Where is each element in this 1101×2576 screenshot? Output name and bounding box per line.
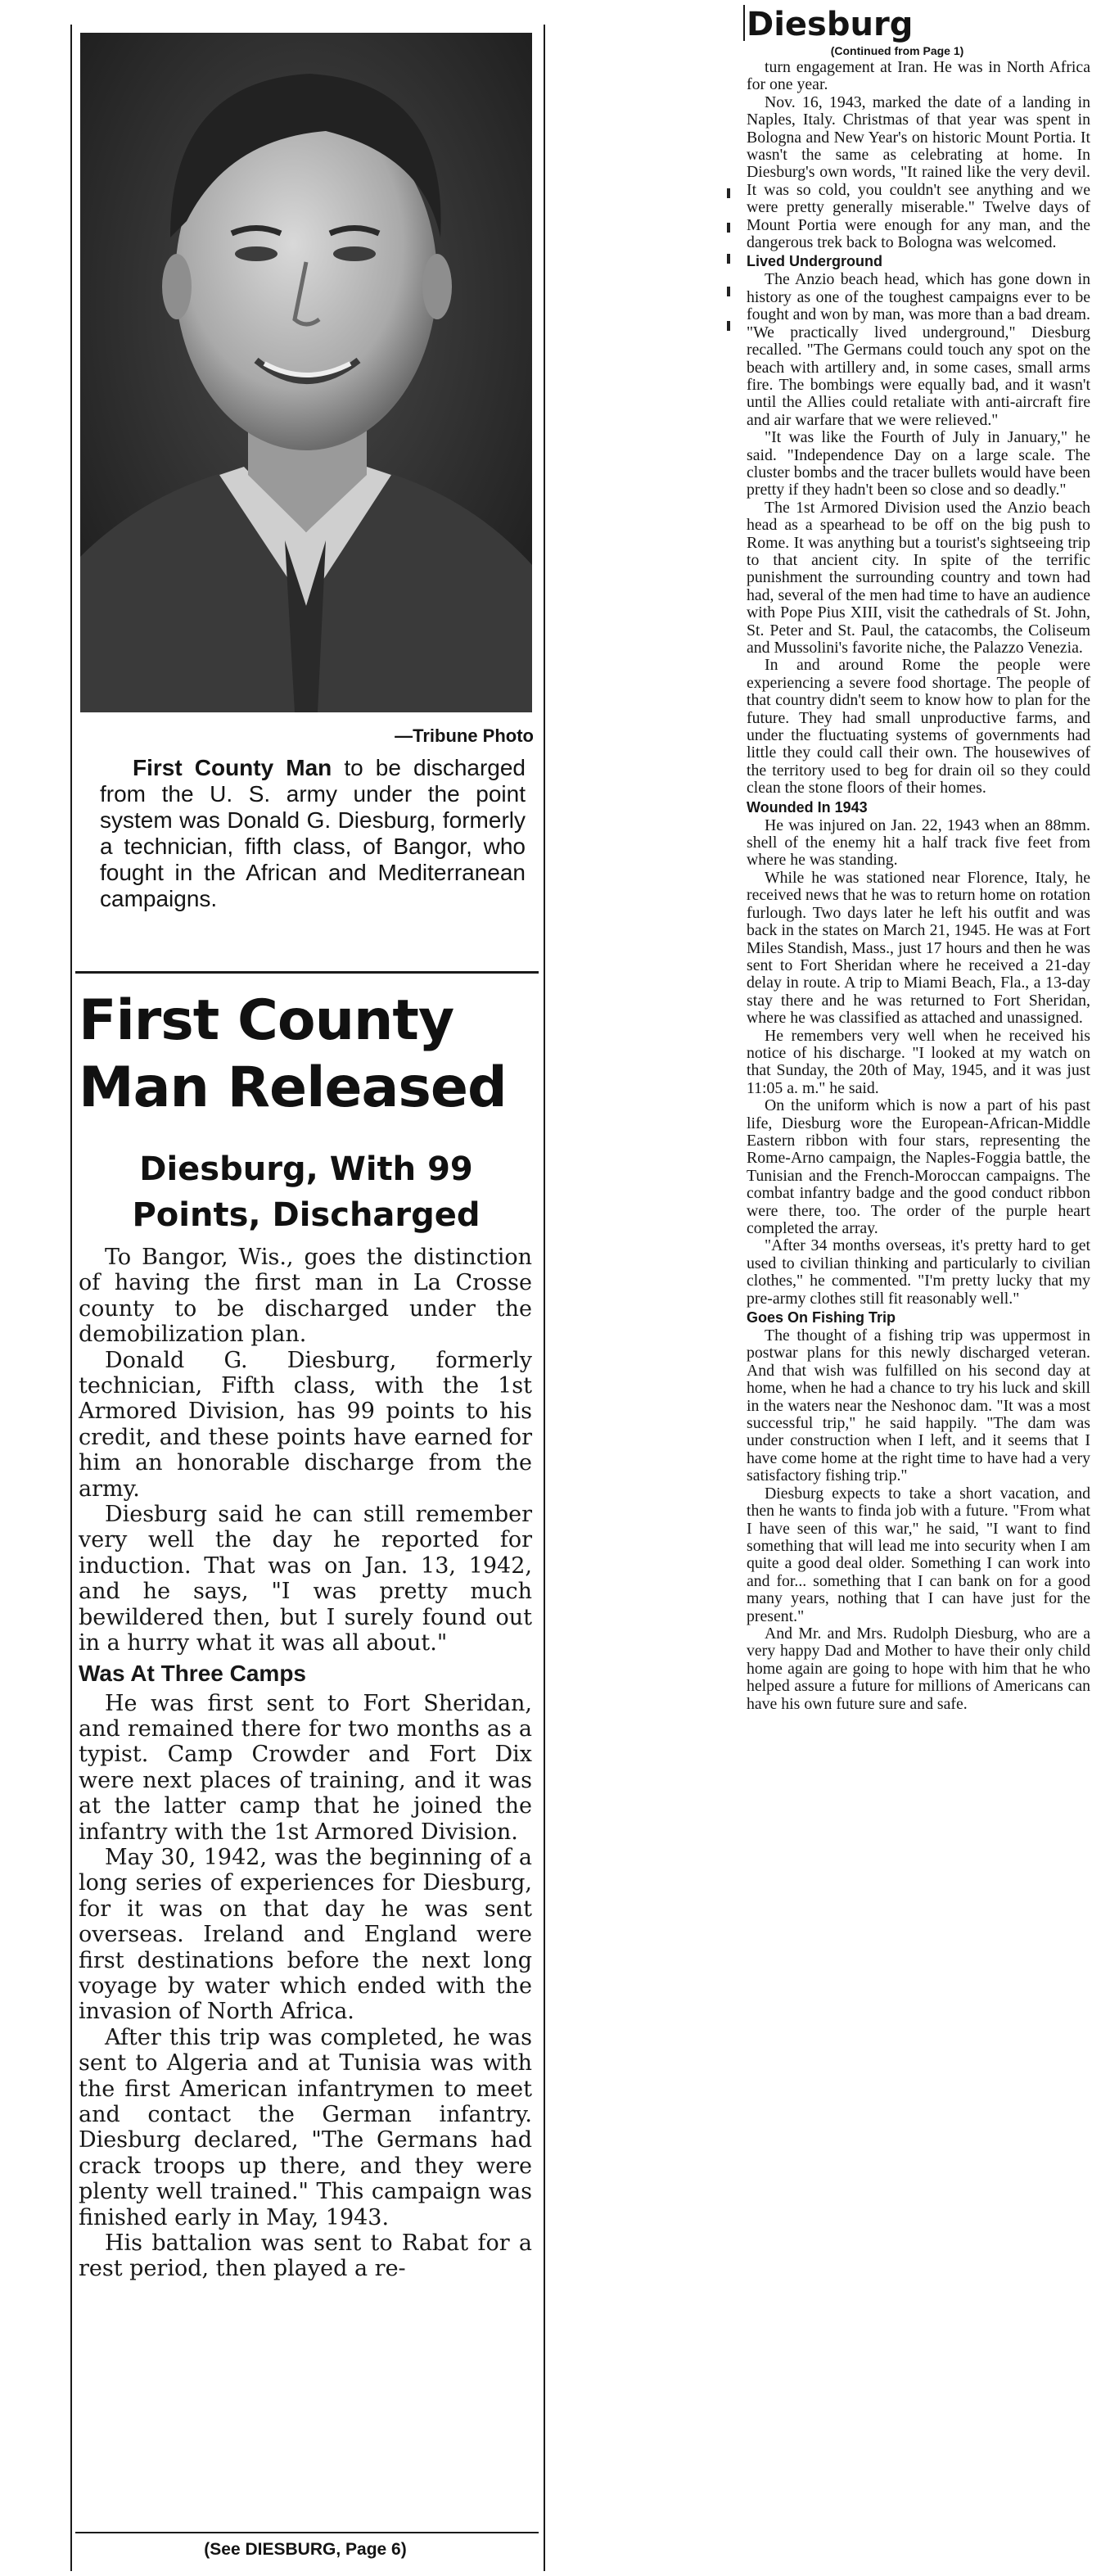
paragraph: Diesburg expects to take a short vacation, and then he wants to finda job with a future. "From what I have seen of this war," he said, "I want to find something that will lead me into security when I am quite a good deal older. Something I can work into and for... something that I can bank on for a good many years, nothing that I can have just for the present.": [747, 1484, 1090, 1625]
article-body-left: [79, 1245, 532, 2282]
bottom-rule: [75, 2532, 539, 2533]
article-body-right: [747, 59, 1090, 1713]
caption-text: to be discharged from the U. S. army under the point system was Donald G. Diesburg, formerly a technician, fifth class, of Bangor, who fought in the African and Mediterranean campaigns.: [100, 755, 526, 911]
paragraph: After this trip was completed, he was sent to Algeria and at Tunisia was with the first American infantrymen to meet and contact the German infantry. Diesburg declared, "The Germans had crack troops up there, and they were plenty well trained." This campaign was finished early in May, 1943.: [79, 2024, 532, 2230]
jump-reference: (See DIESBURG, Page 6): [204, 2540, 407, 2559]
jump-title: Diesburg: [747, 6, 914, 43]
paragraph: On the uniform which is now a part of his past life, Diesburg wore the European-African-Middle Eastern ribbon with four stars, representing the Rome-Arno campaign, the Naples-Foggia battle, the Tunisian and the French-Moroccan campaigns. The combat infantry badge and the good conduct ribbon were there, too. The order of the purple heart completed the array.: [747, 1096, 1090, 1237]
paragraph: The thought of a fishing trip was uppermost in postwar plans for this newly discharged veteran. And that wish was fulfilled on his second day at home, when he had a chance to try his luck and skill in the waters near the Neshonoc dam. "It was a most successful trip," he said happily. "The dam was under construction when I left, and it seems that I have come home at the right time to have had a very satisfactory fishing trip.": [747, 1326, 1090, 1485]
paragraph: "After 34 months overseas, it's pretty hard to get used to civilian thinking and particularly to civilian clothes," he commented. "I'm pretty lucky that my pre-army clothes still fit reasonably well.": [747, 1236, 1090, 1308]
paragraph: Diesburg said he can still remember very well the day he reported for induction. That was on Jan. 13, 1942, and he says, "I was pretty much bewildered then, but I surely found out in a hurry what it was all about.": [79, 1502, 532, 1656]
section-heading: Goes On Fishing Trip: [747, 1309, 896, 1326]
section-heading: Lived Underground: [747, 253, 882, 270]
section-heading: Was At Three Camps: [79, 1660, 306, 1686]
left-outer-rule: [70, 25, 72, 2571]
margin-mark: [727, 223, 730, 233]
paragraph: He remembers very well when he received his notice of his discharge. "I looked at my watch on that Sunday, the 20th of May, 1945, and it was just 11:05 a. m." he said.: [747, 1026, 1090, 1097]
paragraph: And Mr. and Mrs. Rudolph Diesburg, who are a very happy Dad and Mother to have their only child home again are going to hope with him that he who helped assure a future for millions of Americans can have his own future sure and safe.: [747, 1624, 1090, 1713]
paragraph: His battalion was sent to Rabat for a rest period, then played a re-: [79, 2230, 532, 2282]
jump-title-rule: [743, 5, 745, 41]
paragraph: To Bangor, Wis., goes the distinction of having the first man in La Crosse county to be discharged under the demobilization plan.: [79, 1245, 532, 1348]
paragraph: In and around Rome the people were experiencing a severe food shortage. The people of that country didn't seem to know how to plan for the future. They had small unproductive farms, and under the fluctuating systems of governments had little they could call their own. The housewives of the territory used to beg for drain oil so they could clean the stone floors of their homes.: [747, 656, 1090, 798]
paragraph: While he was stationed near Florence, Italy, he received news that he was to return home on rotation furlough. Two days later he left his outfit and was back in the states on March 21, 1945. He was at Fort Miles Standish, Mass., just 17 hours and then he was sent to Fort Sheridan where he received a 21-day delay in route. A trip to Miami Beach, Fla., a 13-day stay there and he was returned to Fort Sheridan, where he was classified as attached and unassigned.: [747, 868, 1090, 1028]
jump-continued-label: (Continued from Page 1): [830, 44, 964, 57]
paragraph: Nov. 16, 1943, marked the date of a landing in Naples, Italy. Christmas of that year was spent in Bologna and New Year's on historic Mount Portia. It wasn't the same as celebrating at home. In Diesburg's own words, "It rained like the very devil. It was so cold, you couldn't see anything and we were pretty generally miserable." Twelve days of Mount Portia were enough for any man, and the dangerous trek back to Bologna was welcomed.: [747, 93, 1090, 252]
margin-mark: [727, 254, 730, 264]
headline: First County Man Released: [79, 988, 507, 1120]
photo-credit: —Tribune Photo: [395, 725, 534, 746]
paragraph: Donald G. Diesburg, formerly technician, Fifth class, with the 1st Armored Division, has 99 points to his credit, and these points have earned for him an honorable discharge from the army.: [79, 1347, 532, 1502]
paragraph: "It was like the Fourth of July in January," he said. "Independence Day on a large scale. The cluster bombs and the tracer bullets would have been pretty if they hadn't been so close and so deadly.": [747, 428, 1090, 499]
margin-mark: [727, 287, 730, 296]
column-rule: [544, 25, 545, 2571]
caption-lead: First County Man: [133, 755, 332, 780]
paragraph: He was injured on Jan. 22, 1943 when an 88mm. shell of the enemy hit a half track five feet from where he was standing.: [747, 816, 1090, 870]
paragraph: He was first sent to Fort Sheridan, and remained there for two months as a typist. Camp Crowder and Fort Dix were next places of training, and it was at the latter camp that he joined the infantry with the 1st Armored Division.: [79, 1690, 532, 1845]
section-heading: Wounded In 1943: [747, 798, 868, 816]
paragraph: May 30, 1942, was the beginning of a long series of experiences for Diesburg, for it was on that day he was sent overseas. Ireland and England were first destinations before the next long voyage by water which ended with the invasion of North Africa.: [79, 1844, 532, 2025]
margin-mark: [727, 188, 730, 198]
paragraph: turn engagement at Iran. He was in North Africa for one year.: [747, 58, 1090, 94]
caption-divider: [75, 971, 539, 974]
paragraph: The Anzio beach head, which has gone down in history as one of the toughest campaigns ever to be fought and won by man, was more than a bad dream. "We practically lived underground," Diesburg recalled. "The Germans could touch any spot on the beach with artillery and, in some cases, small arms fire. The bombings were equally bad, and it wasn't until the Allies could retaliate with anti-aircraft fire and air warfare that we were relieved.": [747, 270, 1090, 429]
paragraph: The 1st Armored Division used the Anzio beach head as a spearhead to be off on the big push to Rome. It was anything but a tourist's sightseeing trip to that ancient city. In spite of the terrific punishment the surrounding country and town had had, several of the men had time to have an audience with Pope Pius XIII, visit the cathedrals of St. John, St. Peter and St. Paul, the catacombs, the Coliseum and Mussolini's favorite niche, the Palazzo Venezia.: [747, 498, 1090, 657]
subheadline: Diesburg, With 99 Points, Discharged: [132, 1150, 481, 1234]
photo-caption: [100, 755, 526, 912]
margin-mark: [727, 321, 730, 331]
portrait-photo: [80, 33, 532, 712]
